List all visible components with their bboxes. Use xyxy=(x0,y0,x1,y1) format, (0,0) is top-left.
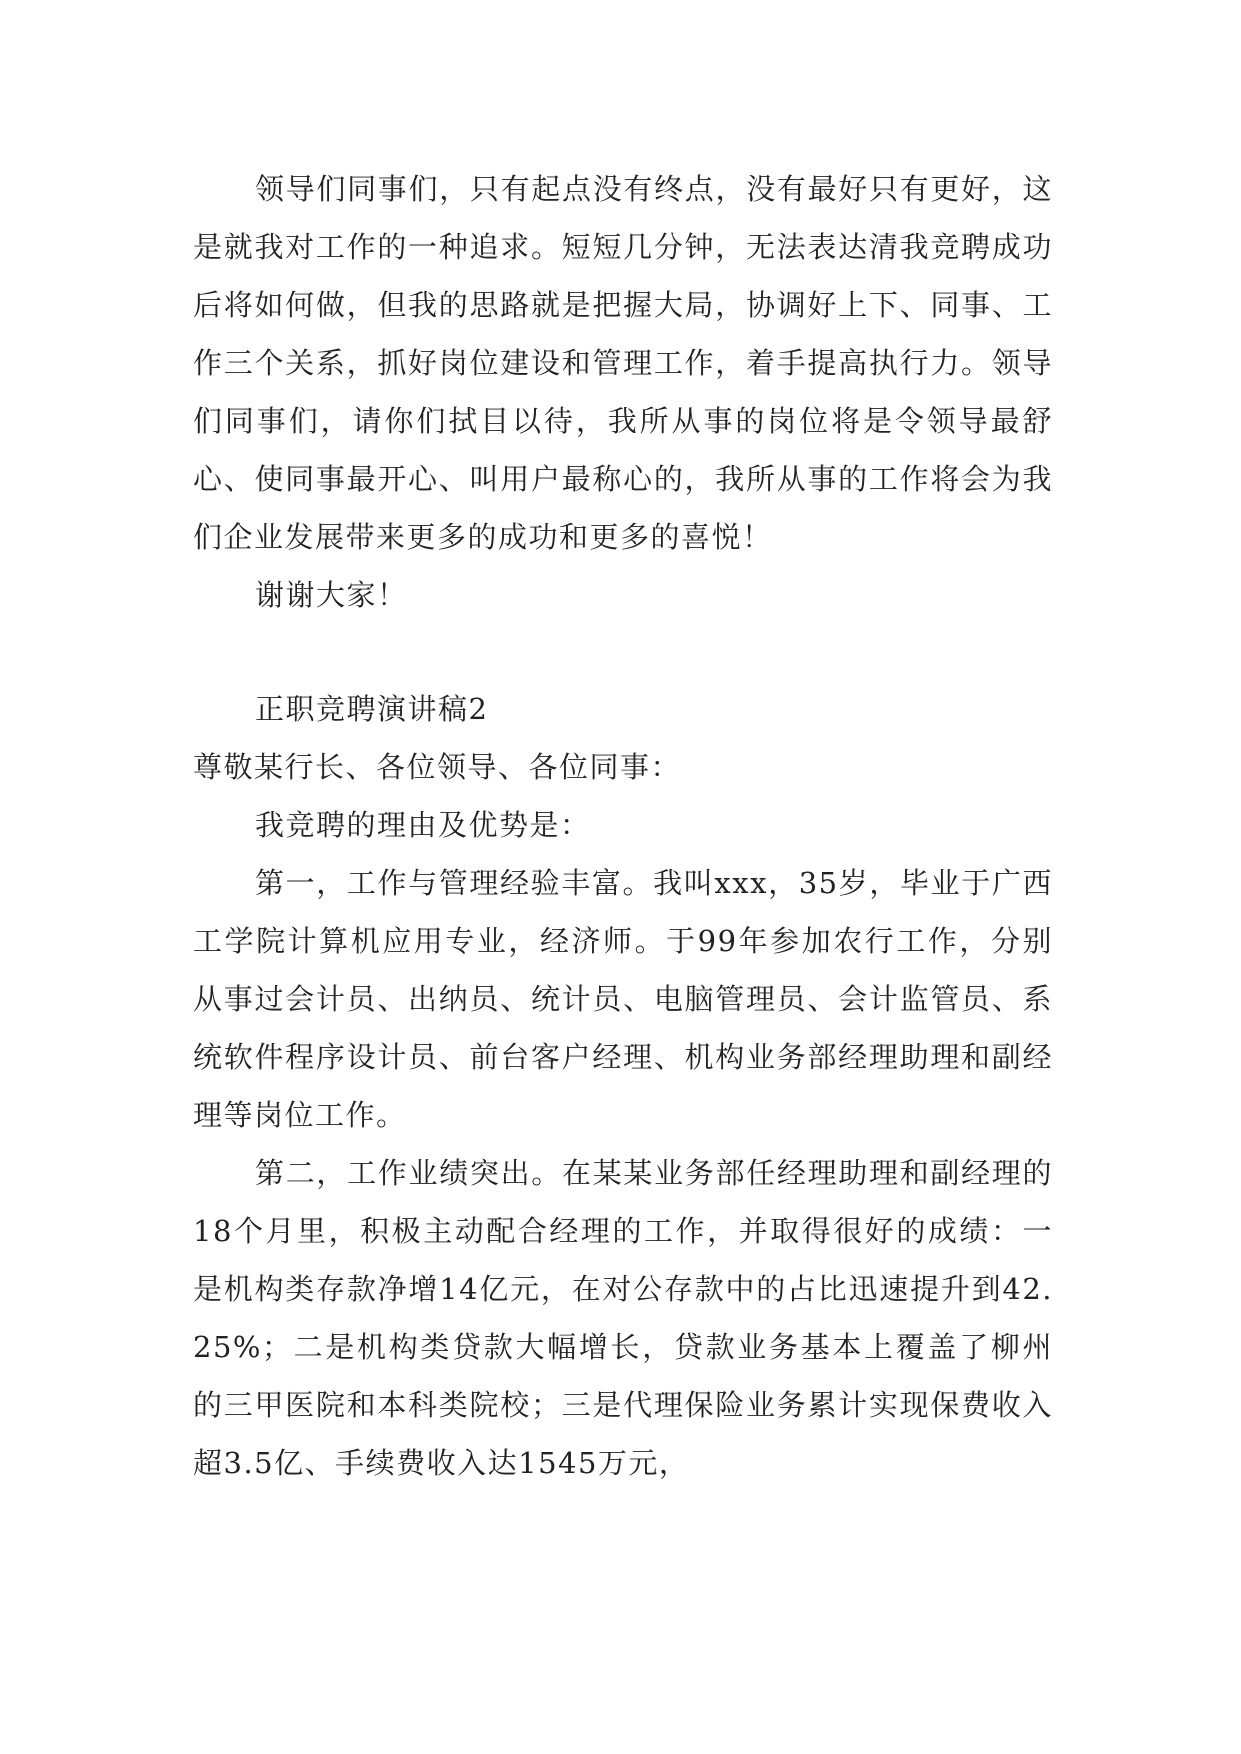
salutation: 尊敬某行长、各位领导、各位同事： xyxy=(193,750,682,784)
paragraph-point-one: 第一，工作与管理经验丰富。我叫xxx，35岁，毕业于广西工学院计算机应用专业，经济师。于99年参加农行工作，分别从事过会计员、出纳员、统计员、电脑管理员、会计监管员、系统软件程序设计员、前台客户经理、机构业务部经理助理和副经理等岗位工作。 xyxy=(193,866,1053,1132)
section-heading: 正职竞聘演讲稿2 xyxy=(255,692,489,726)
paragraph-closing-remarks: 领导们同事们，只有起点没有终点，没有最好只有更好，这是就我对工作的一种追求。短短几分钟，无法表达清我竞聘成功后将如何做，但我的思路就是把握大局，协调好上下、同事、工作三个关系，抓好岗位建设和管理工作，着手提高执行力。领导们同事们，请你们拭目以待，我所从事的岗位将是令领导最舒心、使同事最开心、叫用户最称心的，我所从事的工作将会为我们企业发展带来更多的成功和更多的喜悦！ xyxy=(193,172,1053,554)
paragraph-point-two: 第二，工作业绩突出。在某某业务部任经理助理和副经理的18个月里，积极主动配合经理的工作，并取得很好的成绩：一是机构类存款净增14亿元，在对公存款中的占比迅速提升到42.25%；二是机构类贷款大幅增长，贷款业务基本上覆盖了柳州的三甲医院和本科类院校；三是代理保险业务累计实现保费收入超3.5亿、手续费收入达1545万元， xyxy=(193,1156,1053,1480)
paragraph-reasons-intro: 我竞聘的理由及优势是： xyxy=(255,808,591,842)
document-body xyxy=(193,160,1053,1492)
paragraph-thanks: 谢谢大家！ xyxy=(255,578,408,612)
